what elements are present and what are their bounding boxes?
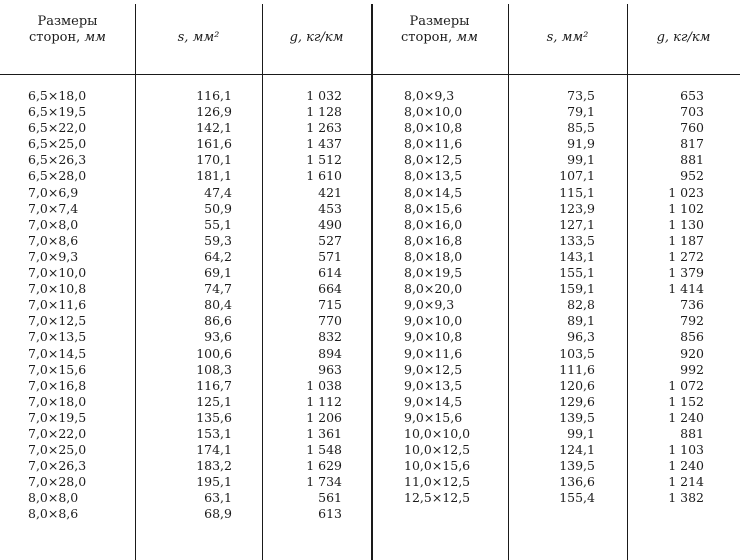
cell-size: 7,0×19,5 [28,409,87,425]
cell-size: 8,0×13,5 [404,168,463,184]
cell-g: 614 [318,265,342,281]
section-divider [371,4,373,560]
cell-g: 1 072 [668,377,704,393]
cell-s: 133,5 [559,232,595,248]
cell-g: 770 [318,313,342,329]
header-text: s, [177,30,193,45]
cell-s: 100,6 [196,345,232,361]
header-text: Размеры [37,14,98,29]
cell-g: 817 [680,136,704,152]
cell-size: 7,0×14,5 [28,345,87,361]
cell-s: 116,7 [196,377,232,393]
cell-g: 856 [680,329,704,345]
cell-s: 174,1 [196,442,232,458]
cell-g: 1 629 [306,458,342,474]
cell-g: 715 [318,297,342,313]
cell-s: 64,2 [204,248,232,264]
header-text: s, [546,30,562,45]
cell-size: 7,0×18,0 [28,393,87,409]
cell-s: 103,5 [559,345,595,361]
cell-g: 920 [680,345,704,361]
cell-size: 7,0×22,0 [28,425,87,441]
cell-s: 124,1 [559,442,595,458]
cell-s: 99,1 [567,425,595,441]
cell-s: 73,5 [567,88,595,103]
header-text: g, [656,30,674,45]
header-g-left [262,30,371,46]
cell-size: 8,0×18,0 [404,248,463,264]
cell-g: 527 [318,232,342,248]
cell-s: 99,1 [567,152,595,168]
column-s-left [140,88,232,523]
cell-g: 653 [680,88,704,103]
cell-g: 571 [318,248,342,264]
header-unit: кг/км [306,30,344,45]
cell-s: 159,1 [559,281,595,297]
cell-s: 107,1 [559,168,595,184]
cell-s: 170,1 [196,152,232,168]
cell-g: 992 [680,361,704,377]
header-text: сторон, [29,30,85,45]
cell-g: 1 102 [668,200,704,216]
cell-size: 6,5×28,0 [28,168,87,184]
cell-s: 86,6 [204,313,232,329]
header-g-right [627,30,740,46]
header-unit: мм² [561,30,589,45]
cell-size: 8,0×16,0 [404,216,463,232]
cell-size: 8,0×16,8 [404,232,463,248]
cell-s: 82,8 [567,297,595,313]
cell-size: 9,0×12,5 [404,361,463,377]
cell-g: 421 [318,184,342,200]
cell-size: 8,0×8,6 [28,506,79,522]
column-divider [508,4,509,560]
cell-s: 89,1 [567,313,595,329]
cell-g: 881 [680,152,704,168]
cell-size: 8,0×20,0 [404,281,463,297]
cell-g: 613 [318,506,342,522]
column-s-right [512,88,595,506]
cell-g: 832 [318,329,342,345]
cell-s: 79,1 [567,104,595,120]
column-g-right [632,88,704,506]
cell-size: 7,0×6,9 [28,184,79,200]
cell-s: 93,6 [204,329,232,345]
cell-g: 881 [680,425,704,441]
cell-g: 963 [318,361,342,377]
cell-s: 129,6 [559,393,595,409]
cell-s: 50,9 [204,200,232,216]
cell-g: 1 023 [668,184,704,200]
cell-size: 8,0×10,8 [404,120,463,136]
header-unit: мм [456,30,478,45]
column-sizes-left [28,88,128,523]
cell-s: 126,9 [196,104,232,120]
cell-s: 80,4 [204,297,232,313]
cell-size: 7,0×12,5 [28,313,87,329]
header-unit: мм [84,30,106,45]
cell-s: 143,1 [559,248,595,264]
header-text: g, [289,30,307,45]
cell-size: 9,0×14,5 [404,393,463,409]
header-text: Размеры [409,14,470,29]
cell-size: 9,0×9,3 [404,297,455,313]
cell-size: 11,0×12,5 [404,474,471,490]
cell-size: 7,0×8,6 [28,232,79,248]
cell-size: 7,0×11,6 [28,297,87,313]
cell-g: 1 130 [668,216,704,232]
cell-g: 561 [318,490,342,506]
cell-s: 135,6 [196,409,232,425]
cell-s: 85,5 [567,120,595,136]
cell-g: 1 379 [668,265,704,281]
cell-s: 183,2 [196,458,232,474]
header-sizes-right [371,14,508,46]
header-s-left [135,30,262,46]
cell-s: 127,1 [559,216,595,232]
column-divider [627,4,628,560]
cell-g: 792 [680,313,704,329]
cell-size: 9,0×10,8 [404,329,463,345]
cell-s: 116,1 [196,88,232,103]
cell-s: 96,3 [567,329,595,345]
header-unit: мм² [192,30,220,45]
cell-g: 1 038 [306,377,342,393]
cell-size: 12,5×12,5 [404,490,471,506]
cell-s: 63,1 [204,490,232,506]
cell-size: 7,0×25,0 [28,442,87,458]
cell-g: 490 [318,216,342,232]
cell-s: 136,6 [559,474,595,490]
cell-g: 1 128 [306,104,342,120]
cell-g: 1 206 [306,409,342,425]
cell-size: 6,5×26,3 [28,152,87,168]
cell-size: 8,0×8,0 [28,490,79,506]
cell-size: 7,0×7,4 [28,200,79,216]
cell-size: 7,0×8,0 [28,216,79,232]
column-sizes-right [404,88,504,506]
cell-g: 1 240 [668,409,704,425]
cell-size: 9,0×15,6 [404,409,463,425]
cell-s: 139,5 [559,409,595,425]
cell-size: 9,0×13,5 [404,377,463,393]
cell-s: 111,6 [559,361,595,377]
cell-g: 894 [318,345,342,361]
cell-size: 7,0×28,0 [28,474,87,490]
cell-size: 6,5×18,0 [28,88,87,103]
cell-g: 760 [680,120,704,136]
cell-g: 1 361 [306,425,342,441]
cell-size: 6,5×25,0 [28,136,87,152]
cell-size: 8,0×10,0 [404,104,463,120]
cell-size: 10,0×10,0 [404,425,471,441]
header-sizes-left [0,14,135,46]
cell-size: 7,0×10,0 [28,265,87,281]
column-divider [135,4,136,560]
cell-s: 195,1 [196,474,232,490]
cell-s: 69,1 [204,265,232,281]
header-s-right [508,30,627,46]
cell-s: 139,5 [559,458,595,474]
cell-s: 59,3 [204,232,232,248]
cell-size: 8,0×9,3 [404,88,455,103]
cell-g: 453 [318,200,342,216]
cell-g: 1 414 [668,281,704,297]
cell-s: 91,9 [567,136,595,152]
header-text: сторон, [401,30,457,45]
column-divider [262,4,263,560]
cell-size: 8,0×12,5 [404,152,463,168]
cell-s: 142,1 [196,120,232,136]
cell-size: 7,0×16,8 [28,377,87,393]
cell-g: 1 112 [306,393,342,409]
cell-g: 1 152 [668,393,704,409]
column-g-left [266,88,342,523]
header-unit: кг/км [673,30,711,45]
cell-s: 125,1 [196,393,232,409]
cell-s: 108,3 [196,361,232,377]
cell-size: 8,0×11,6 [404,136,463,152]
cell-s: 47,4 [204,184,232,200]
cell-g: 664 [318,281,342,297]
cell-s: 120,6 [559,377,595,393]
cell-size: 10,0×12,5 [404,442,471,458]
cell-s: 55,1 [204,216,232,232]
cell-g: 1 512 [306,152,342,168]
cell-g: 1 103 [668,442,704,458]
cell-size: 7,0×15,6 [28,361,87,377]
cell-g: 1 437 [306,136,342,152]
cell-size: 8,0×19,5 [404,265,463,281]
cell-g: 1 734 [306,474,342,490]
cell-s: 115,1 [559,184,595,200]
cell-s: 68,9 [204,506,232,522]
cell-s: 74,7 [204,281,232,297]
cell-g: 703 [680,104,704,120]
cell-g: 1 263 [306,120,342,136]
cell-size: 8,0×14,5 [404,184,463,200]
cell-size: 9,0×10,0 [404,313,463,329]
cell-g: 1 032 [306,88,342,103]
cell-size: 6,5×19,5 [28,104,87,120]
header-rule [0,74,740,75]
cell-size: 8,0×15,6 [404,200,463,216]
cell-size: 7,0×26,3 [28,458,87,474]
cell-size: 7,0×10,8 [28,281,87,297]
cell-g: 1 548 [306,442,342,458]
cell-size: 9,0×11,6 [404,345,463,361]
cell-s: 155,1 [559,265,595,281]
cell-g: 1 382 [668,490,704,506]
cell-g: 1 240 [668,458,704,474]
cell-size: 7,0×13,5 [28,329,87,345]
cell-g: 952 [680,168,704,184]
cell-s: 161,6 [196,136,232,152]
cell-s: 181,1 [196,168,232,184]
cell-g: 1 214 [668,474,704,490]
cell-g: 736 [680,297,704,313]
cell-size: 7,0×9,3 [28,248,79,264]
cell-s: 123,9 [559,200,595,216]
cell-s: 153,1 [196,425,232,441]
cell-g: 1 610 [306,168,342,184]
cell-g: 1 187 [668,232,704,248]
cell-g: 1 272 [668,248,704,264]
cell-s: 155,4 [559,490,595,506]
cell-size: 10,0×15,6 [404,458,471,474]
cell-size: 6,5×22,0 [28,120,87,136]
